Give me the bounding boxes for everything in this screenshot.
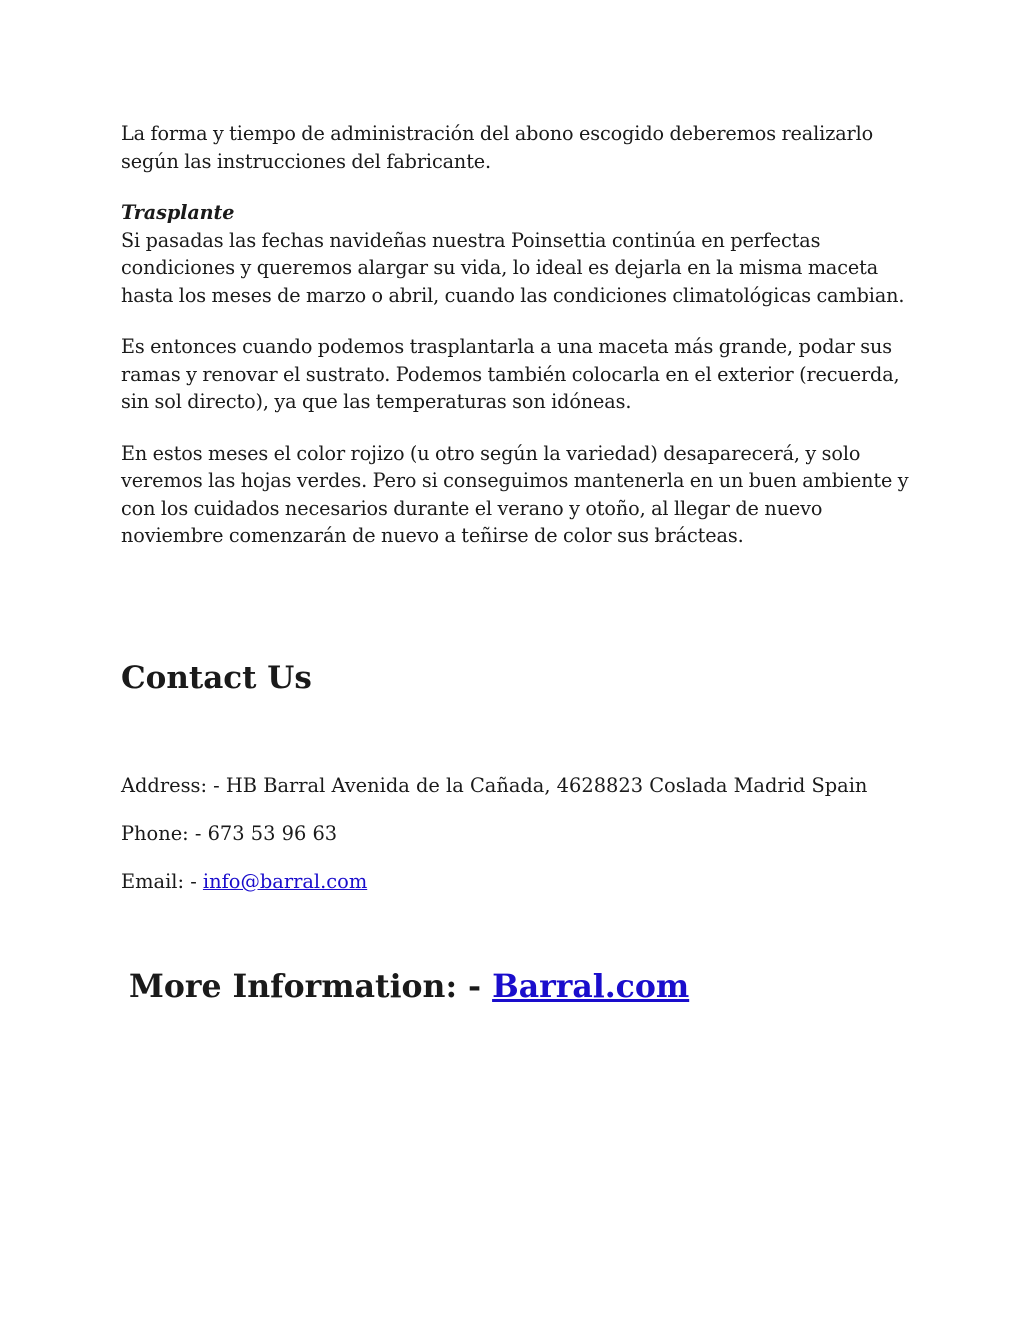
paragraph-abono: La forma y tiempo de administración del abono escogido deberemos realizarlo según las instrucciones del fabricante. [121, 122, 874, 173]
section-title-trasplante: Trasplante [121, 201, 235, 224]
address-value: HB Barral Avenida de la Cañada, 4628823 Coslada Madrid Spain [225, 774, 868, 797]
document-page [121, 120, 921, 1005]
more-info-label: More Information: - [129, 968, 493, 1005]
paragraph-trasplante-text: Si pasadas las fechas navideñas nuestra Poinsettia continúa en perfectas condiciones y queremos alargar su vida, lo ideal es dejarla en la misma maceta hasta los meses de marzo o abril, cuando las condiciones climatológicas cambian. [121, 228, 905, 307]
contact-title: Contact Us [121, 660, 312, 696]
contact-email [121, 868, 867, 895]
more-info-heading [129, 968, 689, 1005]
more-info-link[interactable]: Barral.com [492, 968, 690, 1005]
email-label: Email: - [121, 870, 203, 893]
paragraph-color: En estos meses el color rojizo (u otro según la variedad) desaparecerá, y solo veremos las hojas verdes. Pero si conseguimos mantenerla en un buen ambiente y con los cuidados necesarios durante el verano y otoño, al llegar de nuevo noviembre comenzarán de nuevo a teñirse de color sus brácteas. [121, 441, 909, 547]
phone-value: 673 53 96 63 [207, 822, 338, 845]
contact-phone [121, 820, 867, 847]
address-label: Address: - [121, 774, 226, 797]
contact-block [121, 772, 867, 916]
phone-label: Phone: - [121, 822, 208, 845]
paragraph-maceta: Es entonces cuando podemos trasplantarla a una maceta más grande, podar sus ramas y renovar el sustrato. Podemos también colocarla en el exterior (recuerda, sin sol directo), ya que las temperaturas son idóneas. [121, 335, 900, 413]
contact-address [121, 772, 867, 799]
paragraph-trasplante [121, 199, 921, 309]
email-link[interactable]: info@barral.com [202, 870, 368, 893]
